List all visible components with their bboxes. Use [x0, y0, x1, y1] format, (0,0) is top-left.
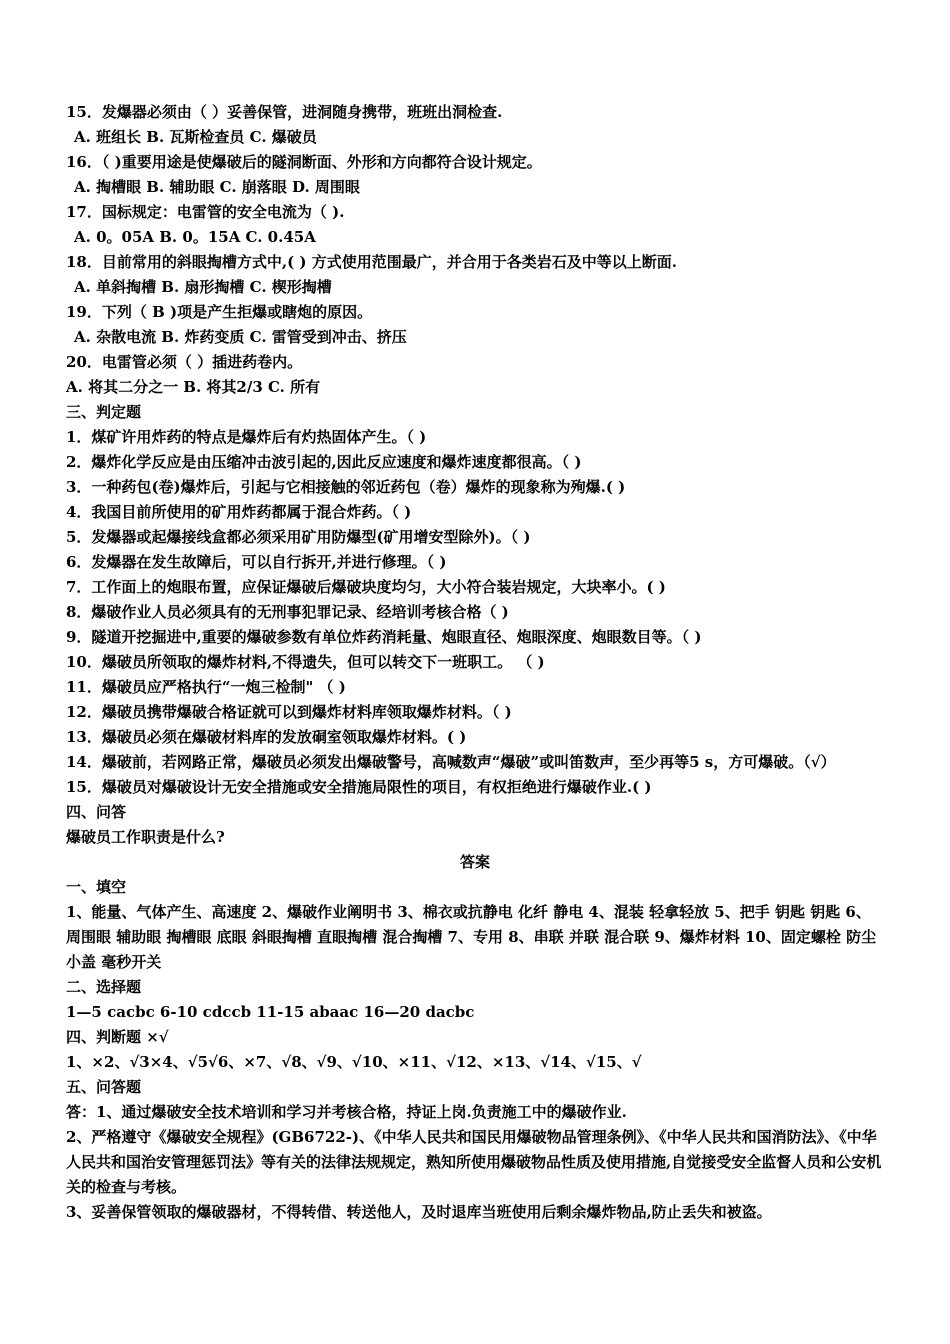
questions-section-end	[66, 775, 884, 850]
answer-qa-line: 3、妥善保管领取的爆破器材，不得转借、转送他人，及时退库当班使用后剩余爆炸物品,防止丢失和被盗。	[66, 1203, 772, 1221]
option-line: A. 单斜掏槽 B. 扇形掏槽 C. 楔形掏槽	[74, 278, 332, 296]
text-line: 17．国标规定：电雷管的安全电流为（ ).	[66, 203, 345, 221]
text-line: 3．一种药包(卷)爆炸后，引起与它相接触的邻近药包（卷）爆炸的现象称为殉爆.( )	[66, 478, 626, 496]
question-14: 14．爆破前，若网路正常，爆破员必须发出爆破警号，高喊数声“爆破”或叫笛数声，至少再等5 s，方可爆破。（√）	[66, 753, 836, 771]
text-line: 15．发爆器必须由（ ）妥善保管，进洞随身携带，班班出洞检查.	[66, 103, 503, 121]
text-line: 18．目前常用的斜眼掏槽方式中,( ) 方式使用范围最广，并合用于各类岩石及中等以上断面.	[66, 253, 677, 271]
answer-fill-blanks: 1、能量、气体产生、高速度 2、爆破作业阐明书 3、棉衣或抗静电 化纤 静电 4、混装 轻拿轻放 5、把手 钥匙 钥匙 6、周围眼 辅助眼 掏槽眼 底眼 斜眼掏槽 直眼掏槽 混合掏槽 7、专用 8、串联 并联 混合联 9、爆炸材料 10、固定螺栓 防尘小盖 毫秒开关	[66, 903, 877, 971]
answer-section-heading: 二、选择题	[66, 978, 142, 996]
option-line: A. 0。05A B. 0。15A C. 0.45A	[74, 228, 316, 246]
text-line: 4．我国目前所使用的矿用炸药都属于混合炸药。（ )	[66, 503, 412, 521]
answer-title: 答案	[459, 853, 490, 871]
text-line: 20．电雷管必须（ ）插进药卷内。	[66, 353, 303, 371]
answer-section-heading: 五、问答题	[66, 1078, 142, 1096]
text-line: A. 将其二分之一 B. 将其2/3 C. 所有	[66, 378, 321, 396]
text-line: 9．隧道开挖掘进中,重要的爆破参数有单位炸药消耗量、炮眼直径、炮眼深度、炮眼数目等。（ )	[66, 628, 702, 646]
text-line: 6．发爆器在发生故障后，可以自行拆开,并进行修理。（ )	[66, 553, 447, 571]
text-line: 13．爆破员必须在爆破材料库的发放硐室领取爆炸材料。( )	[66, 728, 467, 746]
questions-section	[66, 100, 884, 750]
answer-section-heading: 四、判断题 ×√	[66, 1028, 169, 1046]
text-line: 四、问答	[66, 803, 127, 821]
option-line: A. 掏槽眼 B. 辅助眼 C. 崩落眼 D. 周围眼	[74, 178, 360, 196]
option-line: A. 班组长 B. 瓦斯检查员 C. 爆破员	[74, 128, 317, 146]
text-line: 12．爆破员携带爆破合格证就可以到爆炸材料库领取爆炸材料。（ )	[66, 703, 512, 721]
answer-section-heading: 一、填空	[66, 878, 127, 896]
text-line: 7．工作面上的炮眼布置，应保证爆破后爆破块度均匀，大小符合装岩规定，大块率小。( )	[66, 578, 666, 596]
text-line: 三、判定题	[66, 403, 142, 421]
text-line: 19．下列（ B )项是产生拒爆或瞎炮的原因。	[66, 303, 373, 321]
answer-multiple-choice: 1—5 cacbc 6-10 cdccb 11-15 abaac 16—20 dacbc	[66, 1003, 475, 1021]
text-line: 爆破员工作职责是什么?	[66, 828, 225, 846]
answer-qa-line: 答：1、通过爆破安全技术培训和学习并考核合格，持证上岗.负责施工中的爆破作业.	[66, 1103, 627, 1121]
answer-true-false: 1、×2、√3×4、√5√6、×7、√8、√9、√10、×11、√12、×13、√14、√15、√	[66, 1053, 642, 1071]
option-line: A. 杂散电流 B. 炸药变质 C. 雷管受到冲击、挤压	[74, 328, 407, 346]
text-line: 15．爆破员对爆破设计无安全措施或安全措施局限性的项目，有权拒绝进行爆破作业.( )	[66, 778, 652, 796]
text-line: 5．发爆器或起爆接线盒都必须采用矿用防爆型(矿用增安型除外)。（ )	[66, 528, 531, 546]
text-line: 2．爆炸化学反应是由压缩冲击波引起的,因此反应速度和爆炸速度都很高。（ )	[66, 453, 582, 471]
text-line: 16．（ )重要用途是使爆破后的隧洞断面、外形和方向都符合设计规定。	[66, 153, 542, 171]
answer-qa-line: 2、严格遵守《爆破安全规程》(GB6722-)、《中华人民共和国民用爆破物品管理条例》、《中华人民共和国消防法》、《中华人民共和国治安管理惩罚法》等有关的法律法规规定，熟知所使用爆破物品性质及使用措施,自觉接受安全监督人员和公安机关的检查与考核。	[66, 1128, 882, 1196]
text-line: 1．煤矿许用炸药的特点是爆炸后有灼热固体产生。（ )	[66, 428, 427, 446]
text-line: 8．爆破作业人员必须具有的无刑事犯罪记录、经培训考核合格（ )	[66, 603, 509, 621]
text-line: 11．爆破员应严格执行“一炮三检制" （ )	[66, 678, 346, 696]
text-line: 10．爆破员所领取的爆炸材料,不得遗失，但可以转交下一班职工。 （ )	[66, 653, 545, 671]
